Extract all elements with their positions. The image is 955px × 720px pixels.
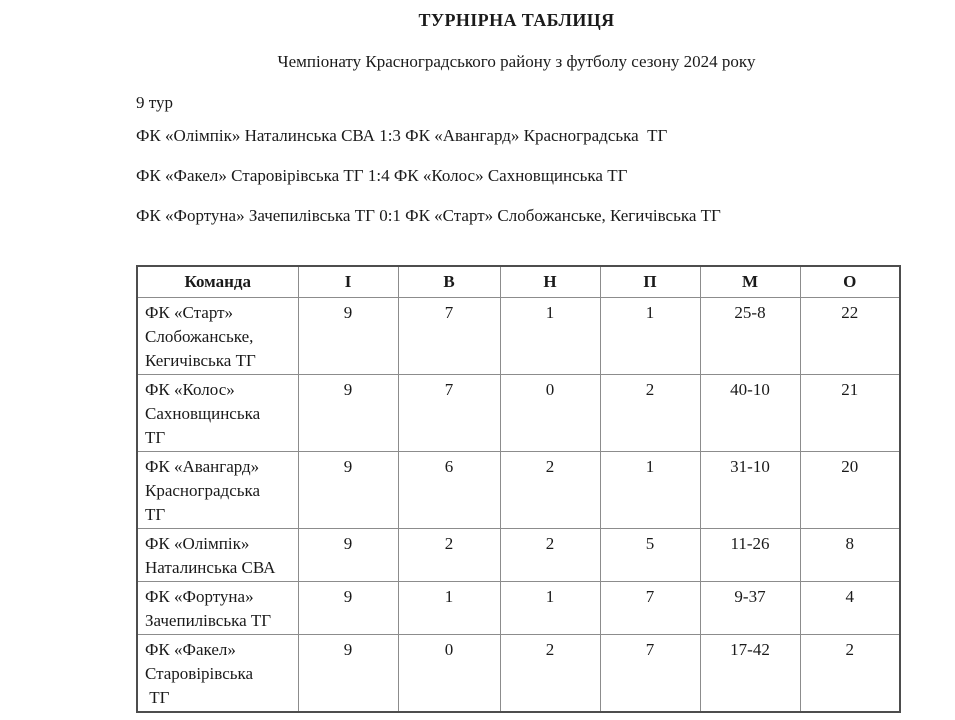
draws-cell: 2	[500, 635, 600, 713]
match-result-line-2: ФК «Факел» Старовірівська ТГ 1:4 ФК «Колос» Сахновщинська ТГ	[136, 166, 628, 185]
draws-cell: 1	[500, 582, 600, 635]
table-row	[137, 635, 900, 713]
column-header-played: І	[298, 266, 398, 298]
team-name-line: Сахновщинська	[145, 404, 261, 423]
wins-cell: 6	[398, 452, 500, 529]
column-header-team: Команда	[137, 266, 298, 298]
goals-cell: 31-10	[700, 452, 800, 529]
team-name-line: Зачепилівська ТГ	[145, 611, 272, 630]
team-cell	[137, 635, 298, 713]
losses-cell: 2	[600, 375, 700, 452]
wins-cell: 7	[398, 375, 500, 452]
team-cell	[137, 582, 298, 635]
table-row	[137, 298, 900, 375]
round-label: 9 тур	[136, 93, 173, 112]
points-cell: 22	[800, 298, 900, 375]
team-name-line: ФК «Факел»	[145, 640, 236, 659]
team-cell	[137, 298, 298, 375]
team-name-line: ТГ	[145, 428, 166, 447]
team-name-line: ФК «Олімпік»	[145, 534, 250, 553]
wins-cell: 0	[398, 635, 500, 713]
team-name-line: Красноградська	[145, 481, 261, 500]
goals-cell: 11-26	[700, 529, 800, 582]
match-result-line-1: ФК «Олімпік» Наталинська СВА 1:3 ФК «Авангард» Красноградська ТГ	[136, 126, 668, 145]
goals-cell: 9-37	[700, 582, 800, 635]
points-cell: 2	[800, 635, 900, 713]
points-cell: 4	[800, 582, 900, 635]
played-cell: 9	[298, 582, 398, 635]
team-cell	[137, 529, 298, 582]
team-name-line: ФК «Авангард»	[145, 457, 260, 476]
draws-cell: 0	[500, 375, 600, 452]
team-cell	[137, 375, 298, 452]
points-cell: 21	[800, 375, 900, 452]
column-header-wins: В	[398, 266, 500, 298]
goals-cell: 25-8	[700, 298, 800, 375]
team-name-line: ТГ	[145, 505, 166, 524]
points-cell: 20	[800, 452, 900, 529]
table-row	[137, 529, 900, 582]
draws-cell: 1	[500, 298, 600, 375]
played-cell: 9	[298, 529, 398, 582]
column-header-points: О	[800, 266, 900, 298]
team-name-line: ТГ	[145, 688, 170, 707]
goals-cell: 40-10	[700, 375, 800, 452]
team-name-line: Старовірівська	[145, 664, 254, 683]
played-cell: 9	[298, 635, 398, 713]
header-row	[137, 266, 900, 298]
played-cell: 9	[298, 298, 398, 375]
page-title: ТУРНІРНА ТАБЛИЦЯ	[418, 10, 615, 30]
team-name-line: ФК «Колос»	[145, 380, 235, 399]
wins-cell: 7	[398, 298, 500, 375]
team-cell	[137, 452, 298, 529]
wins-cell: 1	[398, 582, 500, 635]
team-name-line: Слобожанське,	[145, 327, 254, 346]
draws-cell: 2	[500, 452, 600, 529]
table-row	[137, 375, 900, 452]
standings-table	[136, 265, 901, 713]
losses-cell: 7	[600, 582, 700, 635]
team-name-line: ФК «Фортуна»	[145, 587, 254, 606]
losses-cell: 1	[600, 452, 700, 529]
team-name-line: Наталинська СВА	[145, 558, 276, 577]
column-header-losses: П	[600, 266, 700, 298]
losses-cell: 5	[600, 529, 700, 582]
column-header-goals: М	[700, 266, 800, 298]
page-subtitle: Чемпіонату Красноградського району з футболу сезону 2024 року	[277, 52, 756, 71]
points-cell: 8	[800, 529, 900, 582]
goals-cell: 17-42	[700, 635, 800, 713]
played-cell: 9	[298, 375, 398, 452]
column-header-draws: Н	[500, 266, 600, 298]
wins-cell: 2	[398, 529, 500, 582]
match-result-line-3: ФК «Фортуна» Зачепилівська ТГ 0:1 ФК «Старт» Слобожанське, Кегичівська ТГ	[136, 206, 721, 225]
losses-cell: 1	[600, 298, 700, 375]
table-row	[137, 582, 900, 635]
played-cell: 9	[298, 452, 398, 529]
table-row	[137, 452, 900, 529]
losses-cell: 7	[600, 635, 700, 713]
team-name-line: ФК «Старт»	[145, 303, 234, 322]
team-name-line: Кегичівська ТГ	[145, 351, 256, 370]
draws-cell: 2	[500, 529, 600, 582]
